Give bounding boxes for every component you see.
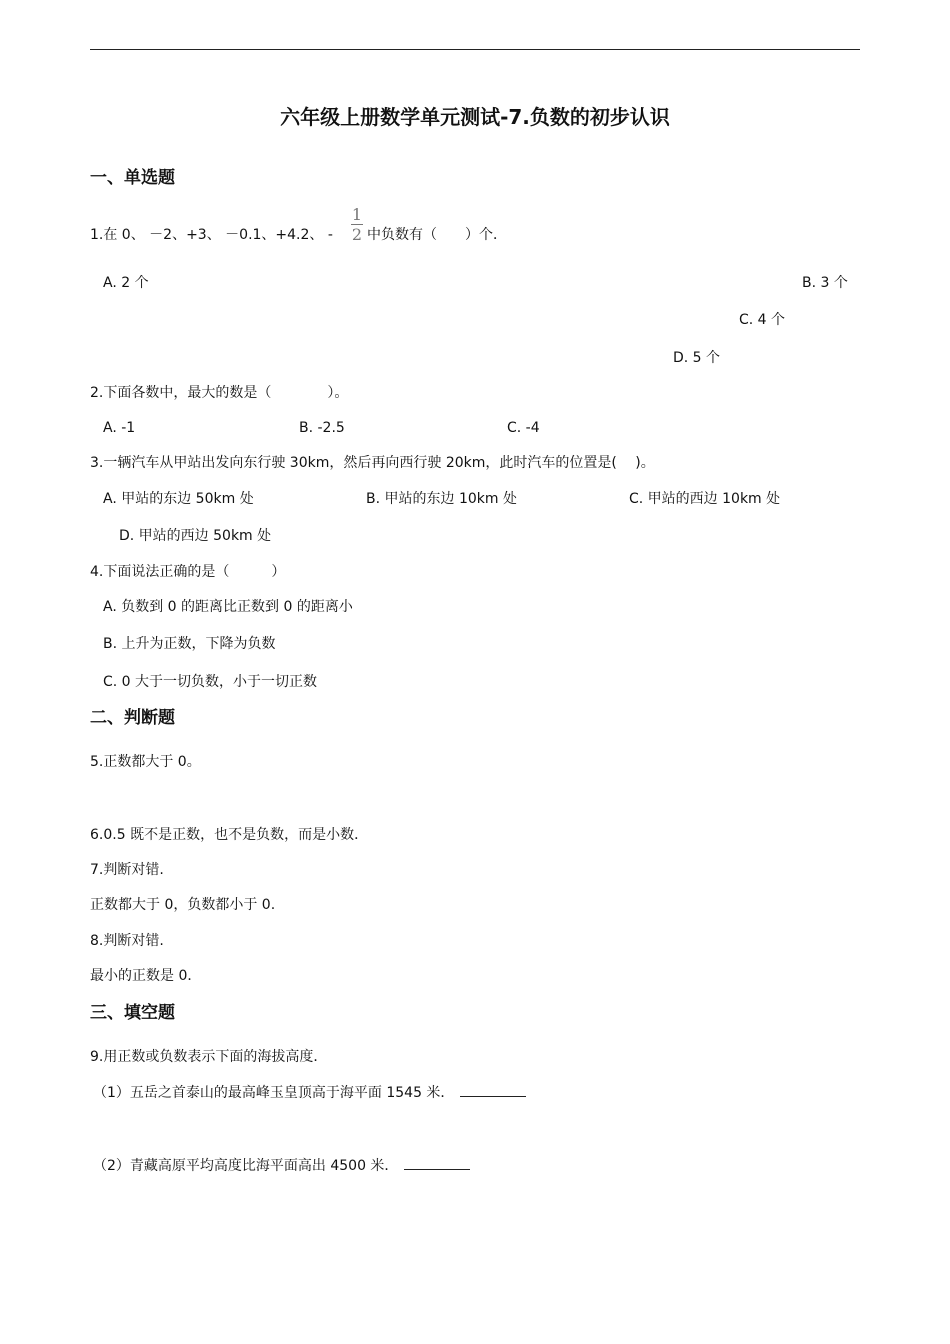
question-3-option-a[interactable]: A. 甲站的东边 50km 处 [103, 491, 254, 507]
question-7-stem: 7.判断对错. [90, 862, 164, 878]
question-8-stem: 8.判断对错. [90, 933, 164, 949]
question-4-stem: 4.下面说法正确的是（ ） [90, 564, 286, 580]
section-heading-single-choice: 一、单选题 [90, 168, 175, 188]
question-2-stem: 2.下面各数中，最大的数是（ ）。 [90, 385, 349, 401]
question-4-option-a[interactable]: A. 负数到 0 的距离比正数到 0 的距离小 [103, 599, 353, 615]
question-2-option-b[interactable]: B. -2.5 [299, 420, 345, 436]
header-rule [90, 49, 860, 50]
section-heading-fill-blank: 三、填空题 [90, 1003, 175, 1023]
question-4-option-b[interactable]: B. 上升为正数，下降为负数 [103, 636, 276, 652]
answer-blank-9-1[interactable] [460, 1082, 526, 1097]
page-title: 六年级上册数学单元测试-7.负数的初步认识 [280, 105, 670, 129]
question-6-stem: 6.0.5 既不是正数，也不是负数，而是小数． [90, 827, 369, 843]
question-4-option-c[interactable]: C. 0 大于一切负数，小于一切正数 [103, 674, 318, 690]
question-5-stem: 5.正数都大于 0。 [90, 754, 201, 770]
question-1-option-d[interactable]: D. 5 个 [673, 350, 721, 366]
question-1-stem-after: 中负数有（ ）个． [367, 227, 507, 243]
fraction-denominator: 2 [351, 225, 363, 244]
question-9-sub-2 [93, 1155, 470, 1176]
question-7-statement: 正数都大于 0，负数都小于 0. [90, 897, 276, 913]
question-9-sub-2-text: （2）青藏高原平均高度比海平面高出 4500 米． [93, 1158, 399, 1174]
question-3-option-d[interactable]: D. 甲站的西边 50km 处 [119, 528, 272, 544]
question-1-option-b[interactable]: B. 3 个 [802, 275, 848, 291]
question-2-option-a[interactable]: A. -1 [103, 420, 136, 436]
question-3-option-c[interactable]: C. 甲站的西边 10km 处 [629, 491, 781, 507]
question-9-stem: 9.用正数或负数表示下面的海拔高度． [90, 1049, 328, 1065]
question-2-option-c[interactable]: C. -4 [507, 420, 540, 436]
question-1-option-c[interactable]: C. 4 个 [739, 312, 786, 328]
question-1-stem-before: 1.在 0、 －2、+3、 －0.1、+4.2、 - [90, 227, 333, 243]
question-9-sub-1-text: （1）五岳之首泰山的最高峰玉皇顶高于海平面 1545 米． [93, 1085, 455, 1101]
question-9-sub-1 [93, 1082, 526, 1103]
answer-blank-9-2[interactable] [404, 1155, 470, 1170]
fraction-numerator: 1 [351, 205, 363, 224]
question-1-option-a[interactable]: A. 2 个 [103, 275, 149, 291]
question-3-stem: 3.一辆汽车从甲站出发向东行驶 30km，然后再向西行驶 20km，此时汽车的位置是( )。 [90, 455, 655, 471]
question-3-option-b[interactable]: B. 甲站的东边 10km 处 [366, 491, 517, 507]
question-8-statement: 最小的正数是 0． [90, 968, 202, 984]
section-heading-true-false: 二、判断题 [90, 708, 175, 728]
